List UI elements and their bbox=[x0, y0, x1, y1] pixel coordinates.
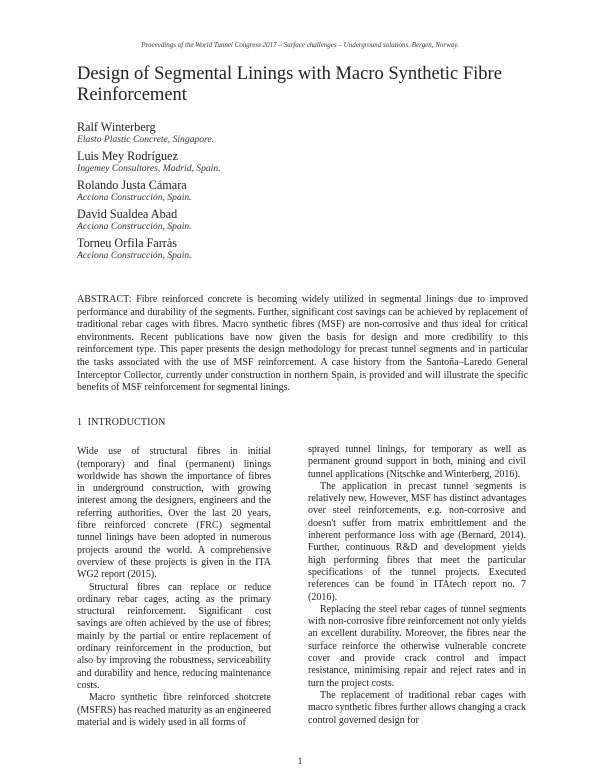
paper-title: Design of Segmental Linings with Macro Synthetic Fibre Reinforcement bbox=[77, 64, 502, 105]
paragraph: Macro synthetic fibre reinforced shotcrete (MSFRS) has reached maturity as an engineered material and is widely used in all forms of bbox=[77, 692, 271, 728]
section-heading bbox=[77, 417, 271, 429]
author-name: David Sualdea Abad bbox=[77, 207, 178, 221]
abstract: ABSTRACT: Fibre reinforced concrete is becoming widely utilized in segmental linings due to improved performance and durability of the segments. Further, significant cost savings can be achieved by replacement of traditional rebar cages with fibres. Macro synthetic fibres (MSF) are non-corrosive and thus ideal for critical environments. Recent publications have now given the basis for design and more credibility to this reinforcement type. This paper presents the design methodology for precast tunnel segments and in particular the tasks associated with the use of MSF reinforcement. A case history from the Santoña–Laredo General Interceptor Collector, currently under construction in northern Spain, is provided and will illustrate the specific benefits of MSF reinforcement for segmental linings. bbox=[77, 294, 528, 394]
author-name: Luis Mey Rodríguez bbox=[77, 149, 178, 163]
paragraph: The application in precast tunnel segments is relatively new. However, MSF has distinct advantages over steel reinforcements, e.g. non-corrosive and doesn't suffer from matrix embrittlement and the inherent performance loss with age (Bernard, 2014). Further, continuous R&D and development yields high performing fibres that meet the particular specifications of the tunnel projects. Executed references can be found in ITAtech report no. 7 (2016). bbox=[308, 480, 526, 603]
author-block bbox=[77, 207, 537, 233]
section-number: 1 bbox=[77, 417, 83, 428]
author-affiliation: Acciona Construcción, Spain. bbox=[77, 250, 192, 261]
author-affiliation: Ingemey Consultores, Madrid, Spain. bbox=[77, 163, 221, 174]
author-affiliation: Elasto Plastic Concrete, Singapore. bbox=[77, 134, 215, 145]
author-affiliation: Acciona Construcción, Spain. bbox=[77, 221, 192, 232]
running-header: Proceedings of the World Tunnel Congress 2017 – Surface challenges – Underground solutions. Bergen, Norway. bbox=[141, 41, 459, 49]
paragraph: Structural fibres can replace or reduce ordinary rebar cages, acting as the primary structural reinforcement. Significant cost savings are often achieved by the use of fibres; mainly by the partial or entire replacement of ordinary reinforcement in the production, but also by improving the robustness, serviceability and durability and hence, reducing maintenance costs. bbox=[77, 581, 271, 691]
paragraph: sprayed tunnel linings, for temporary as well as permanent ground support in both, mining and civil tunnel applications (Nitschke and Winterberg, 2016). bbox=[308, 444, 526, 480]
author-name: Ralf Winterberg bbox=[77, 120, 156, 134]
paragraph: Replacing the steel rebar cages of tunnel segments with non-corrosive fibre reinforcement not only yields an excellent durability. Moreover, the fibres near the surface reinforce the otherwise vulnerable concrete cover and provide crack control and impact resistance, minimising repair and reject rates and in turn the project costs. bbox=[308, 603, 526, 689]
author-block bbox=[77, 120, 537, 146]
paragraph: Wide use of structural fibres in initial (temporary) and final (permanent) linings worldwide has shown the importance of fibres in underground construction, with growing interest among the designers, engineers and the referring authorities. Over the last 20 years, fibre reinforced concrete (FRC) segmental tunnel linings have been adopted in numerous projects around the world. A comprehensive overview of these projects is given in the ITA WG2 report (2015). bbox=[77, 446, 271, 581]
author-affiliation: Acciona Construcción, Spain. bbox=[77, 192, 192, 203]
author-block bbox=[77, 178, 537, 204]
author-block bbox=[77, 236, 537, 262]
author-block bbox=[77, 149, 537, 175]
left-column bbox=[77, 417, 271, 729]
author-name: Torneu Orfila Farràs bbox=[77, 236, 177, 250]
author-name: Rolando Justa Cámara bbox=[77, 178, 187, 192]
author-list bbox=[77, 120, 537, 265]
right-column bbox=[308, 444, 526, 727]
section-title: INTRODUCTION bbox=[87, 417, 166, 428]
page-number: 1 bbox=[297, 756, 303, 766]
paragraph: The replacement of traditional rebar cages with macro synthetic fibres further allows changing a crack control governed design for bbox=[308, 689, 526, 726]
